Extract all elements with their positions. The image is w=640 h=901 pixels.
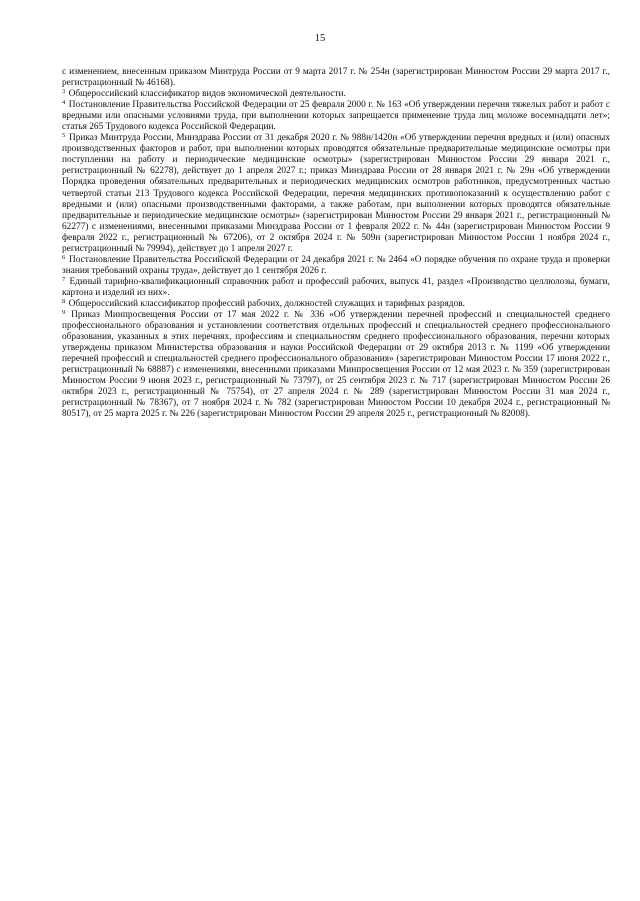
footnote-7 <box>62 277 610 299</box>
footnote-text: Единый тарифно-квалификационный справочник работ и профессий рабочих, выпуск 41, раздел «Производство целлюлозы, бумаги, картона и изделий из них». <box>62 276 611 298</box>
footnote-6 <box>62 255 610 277</box>
footnote-9 <box>62 310 610 420</box>
footnote-5 <box>62 133 610 255</box>
footnote-marker: 5 <box>62 132 66 140</box>
footnote-8 <box>62 299 610 310</box>
footnote-marker: 6 <box>62 253 66 261</box>
footnote-text: Постановление Правительства Российской Федерации от 25 февраля 2000 г. № 163 «Об утверждении перечня тяжелых работ и работ с вредными или опасными условиями труда, при выполнении которых запрещается применение труда лиц моложе восемнадцати лет»; статья 265 Трудового кодекса Российской Федерации. <box>62 100 610 133</box>
footnote-text: Общероссийский классификатор видов экономической деятельности. <box>68 89 346 100</box>
footnote-text: Постановление Правительства Российской Федерации от 24 декабря 2021 г. № 2464 «О порядке обучения по охране труда и проверки знания требований охраны труда», действует до 1 сентября 2026 г. <box>62 254 610 276</box>
footnote-text: Приказ Минпросвещения России от 17 мая 2022 г. № 336 «Об утверждении перечней профессий и специальностей среднего профессионального образования и установлении соответствия отдельных профессий и специальностей среднего профессионального образования, указанных в этих перечнях, профессиям и специальностям среднего профессионального образования, перечни которых утверждены приказом Министерства образования и науки Российской Федерации от 29 октября 2013 г. № 1199 «Об утверждении перечней профессий и специальностей среднего профессионального образования» (зарегистрирован Минюстом России 17 июня 2022 г., регистрационный № 68887) с изменениями, внесенными приказами Минпросвещения России от 12 мая 2023 г. № 359 (зарегистрирован Минюстом России 9 июня 2023 г., регистрационный № 73797), от 25 сентября 2023 г. № 717 (зарегистрирован Минюстом России 26 октября 2023 г., регистрационный № 75754), от 27 апреля 2024 г. № 289 (зарегистрирован Минюстом России 31 мая 2024 г., регистрационный № 78367), от 7 ноября 2024 г. № 782 (зарегистрирован Минюстом России 10 декабря 2024 г., регистрационный № 80517), от 25 марта 2025 г. № 226 (зарегистрирован Минюстом России 29 апреля 2025 г., регистрационный № 82008). <box>62 310 610 420</box>
footnote-marker: 7 <box>62 275 66 283</box>
footnote-text: Приказ Минтруда России, Минздрава России от 31 декабря 2020 г. № 988н/1420н «Об утверждении перечня вредных и (или) опасных производственных факторов и работ, при выполнении которых проводятся обязательные предварительные медицинские осмотры при поступлении на работу и периодические медицинские осмотры» (зарегистрирован Минюстом России 29 января 2021 г., регистрационный № 62278), действует до 1 апреля 2027 г.; приказ Минздрава России от 28 января 2021 г. № 29н «Об утверждении Порядка проведения обязательных предварительных и периодических медицинских осмотров работников, предусмотренных частью четвертой статьи 213 Трудового кодекса Российской Федерации, перечня медицинских противопоказаний к осуществлению работ с вредными и (или) опасными производственными факторами, а также работам, при выполнении которых проводятся обязательные предварительные и периодические медицинские осмотры» (зарегистрирован Минюстом России 29 января 2021 г., регистрационный № 62277) с изменениями, внесенными приказами Минздрава России от 1 февраля 2022 г. № 44н (зарегистрирован Минюстом России 9 февраля 2022 г., регистрационный № 67206), от 2 октября 2024 г. № 509н (зарегистрирован Минюстом России 1 ноября 2024 г., регистрационный № 79994), действует до 1 апреля 2027 г. <box>62 133 610 254</box>
footnote-3 <box>62 89 610 100</box>
footnote-marker: 9 <box>62 309 66 317</box>
page-number: 15 <box>314 33 326 44</box>
footnote-continuation <box>62 67 610 89</box>
footnote-marker: 3 <box>62 88 66 96</box>
footnote-marker: 8 <box>62 297 66 305</box>
footnote-text: Общероссийский классификатор профессий рабочих, должностей служащих и тарифных разрядов. <box>68 298 465 309</box>
footnote-4 <box>62 100 610 133</box>
footnote-text: с изменением, внесенным приказом Минтруда России от 9 марта 2017 г. № 254н (зарегистрирован Минюстом России 29 марта 2017 г., регистрационный № 46168). <box>62 67 610 89</box>
footnotes-section <box>62 67 610 421</box>
footnote-marker: 4 <box>62 99 66 107</box>
